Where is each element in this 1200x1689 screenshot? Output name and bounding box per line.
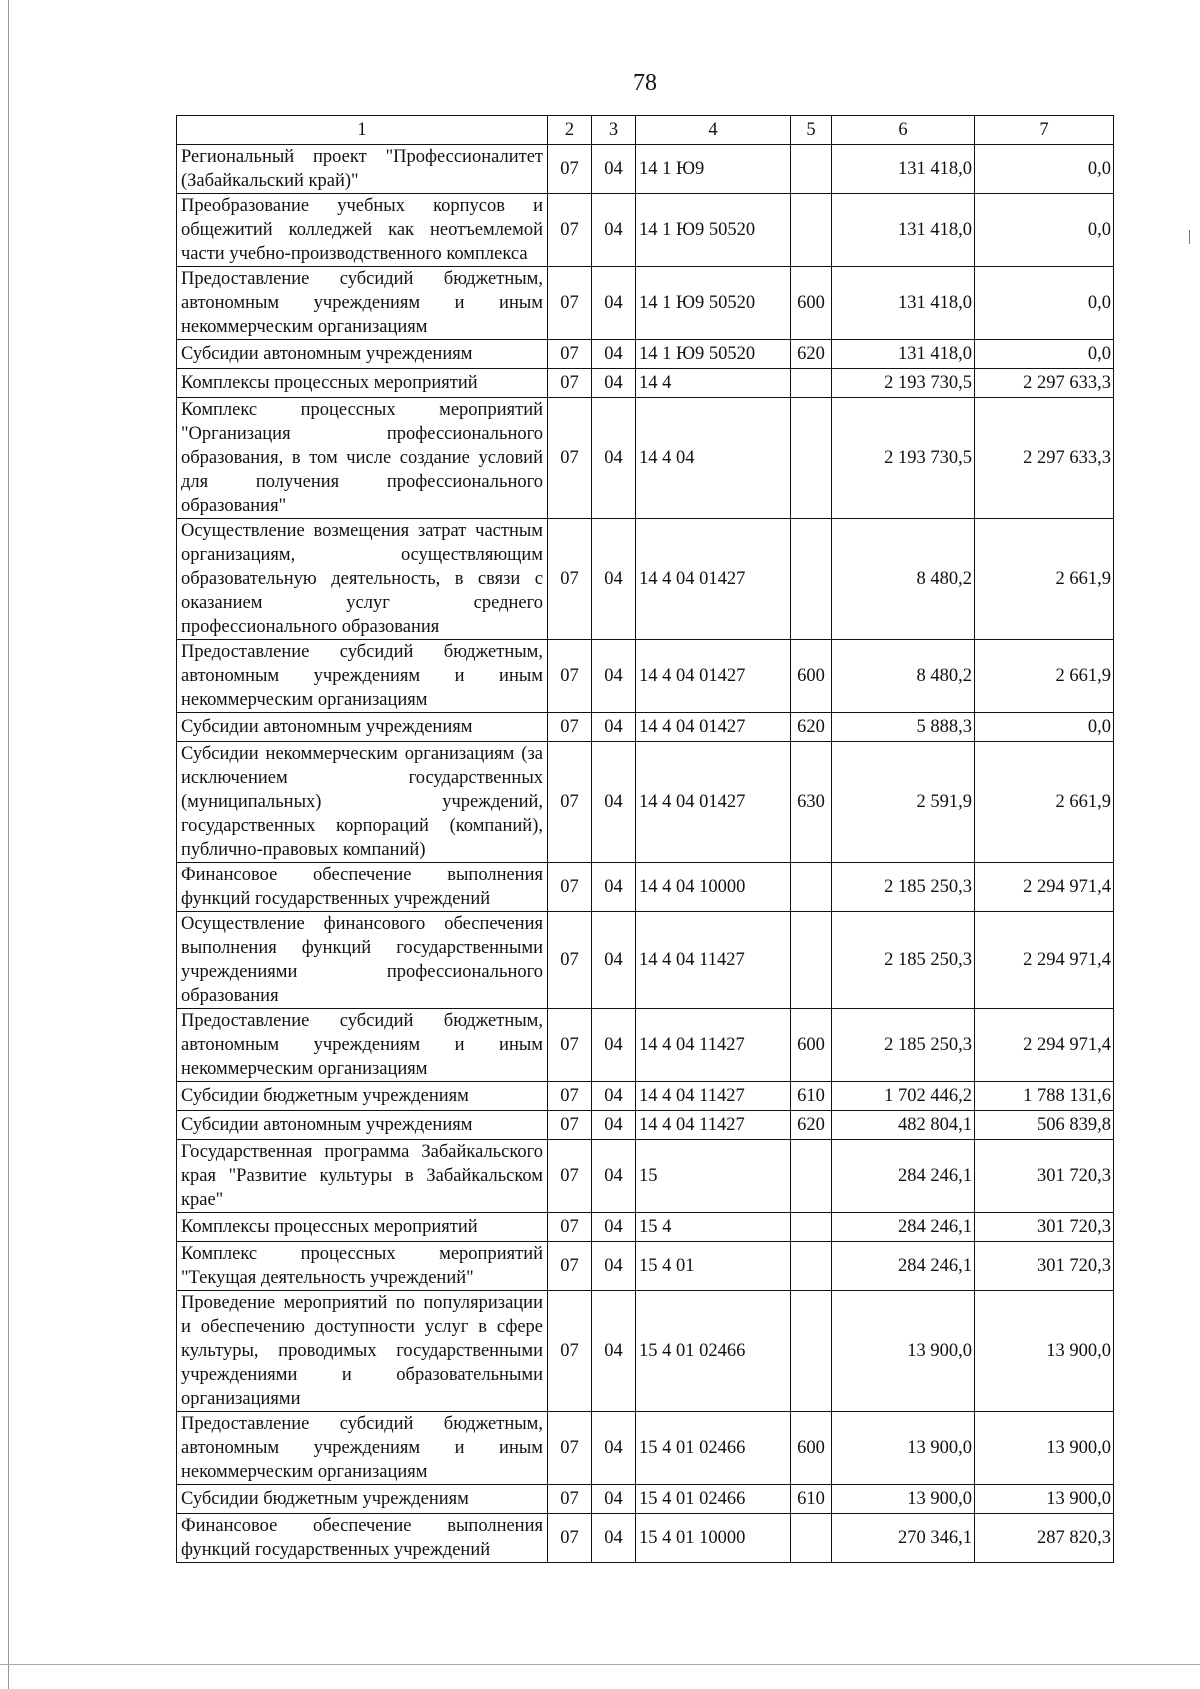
table-row [177,640,1114,713]
row-name-cell: Предоставление субсидий бюджетным, автономным учреждениям и иным некоммерческим организациям [177,1412,548,1485]
subsection-code-cell: 04 [592,1111,636,1140]
amount-col6-cell: 2 193 730,5 [832,398,975,519]
table-row [177,1082,1114,1111]
section-code-cell: 07 [548,1009,592,1082]
target-article-cell: 15 4 [636,1213,791,1242]
expense-type-cell: 610 [791,1485,832,1514]
target-article-cell: 14 4 04 01427 [636,640,791,713]
expense-type-cell [791,194,832,267]
table-row [177,398,1114,519]
amount-col7-cell: 13 900,0 [975,1485,1114,1514]
subsection-code-cell: 04 [592,1140,636,1213]
table-row [177,1213,1114,1242]
amount-col7-cell: 506 839,8 [975,1111,1114,1140]
target-article-cell: 14 1 Ю9 50520 [636,194,791,267]
section-code-cell: 07 [548,1291,592,1412]
section-code-cell: 07 [548,194,592,267]
target-article-cell: 14 4 04 [636,398,791,519]
amount-col6-cell: 13 900,0 [832,1291,975,1412]
expense-type-cell: 620 [791,340,832,369]
expense-type-cell [791,1291,832,1412]
subsection-code-cell: 04 [592,398,636,519]
row-name-cell: Финансовое обеспечение выполнения функций государственных учреждений [177,1514,548,1563]
section-code-cell: 07 [548,640,592,713]
table-row [177,1291,1114,1412]
table-row [177,1242,1114,1291]
expense-type-cell: 630 [791,742,832,863]
row-name-cell: Предоставление субсидий бюджетным, автономным учреждениям и иным некоммерческим организациям [177,267,548,340]
amount-col6-cell: 131 418,0 [832,145,975,194]
amount-col6-cell: 284 246,1 [832,1140,975,1213]
table-row [177,267,1114,340]
row-name-cell: Проведение мероприятий по популяризации и обеспечению доступности услуг в сфере культуры, проводимых государственными учреждениями и образовательными организациями [177,1291,548,1412]
table-row [177,340,1114,369]
amount-col7-cell: 13 900,0 [975,1412,1114,1485]
table-row [177,1111,1114,1140]
subsection-code-cell: 04 [592,863,636,912]
target-article-cell: 14 4 [636,369,791,398]
section-code-cell: 07 [548,369,592,398]
expense-type-cell: 610 [791,1082,832,1111]
row-name-cell: Преобразование учебных корпусов и общежитий колледжей как неотъемлемой части учебно-производственного комплекса [177,194,548,267]
expense-type-cell [791,369,832,398]
amount-col6-cell: 2 591,9 [832,742,975,863]
section-code-cell: 07 [548,1412,592,1485]
header-cell: 1 [177,116,548,145]
table-row [177,912,1114,1009]
expense-type-cell [791,1213,832,1242]
header-cell: 5 [791,116,832,145]
target-article-cell: 15 4 01 10000 [636,1514,791,1563]
amount-col7-cell: 301 720,3 [975,1213,1114,1242]
amount-col7-cell: 0,0 [975,145,1114,194]
target-article-cell: 15 [636,1140,791,1213]
table-row [177,1514,1114,1563]
amount-col6-cell: 8 480,2 [832,519,975,640]
row-name-cell: Осуществление возмещения затрат частным организациям, осуществляющим образовательную деятельность, в связи с оказанием услуг среднего профессионального образования [177,519,548,640]
amount-col7-cell: 0,0 [975,340,1114,369]
table-row [177,1140,1114,1213]
budget-table [176,115,1114,1563]
amount-col7-cell: 2 297 633,3 [975,398,1114,519]
amount-col6-cell: 131 418,0 [832,194,975,267]
section-code-cell: 07 [548,519,592,640]
subsection-code-cell: 04 [592,1291,636,1412]
table-row [177,369,1114,398]
subsection-code-cell: 04 [592,1213,636,1242]
subsection-code-cell: 04 [592,369,636,398]
amount-col6-cell: 2 185 250,3 [832,863,975,912]
amount-col6-cell: 2 185 250,3 [832,912,975,1009]
amount-col6-cell: 270 346,1 [832,1514,975,1563]
section-code-cell: 07 [548,1514,592,1563]
row-name-cell: Субсидии бюджетным учреждениям [177,1082,548,1111]
section-code-cell: 07 [548,1082,592,1111]
subsection-code-cell: 04 [592,1009,636,1082]
target-article-cell: 14 4 04 11427 [636,1111,791,1140]
target-article-cell: 14 4 04 11427 [636,912,791,1009]
amount-col7-cell: 2 297 633,3 [975,369,1114,398]
scan-edge-bottom [0,1664,1200,1665]
target-article-cell: 14 1 Ю9 50520 [636,340,791,369]
table-body [177,145,1114,1563]
header-cell: 6 [832,116,975,145]
subsection-code-cell: 04 [592,1514,636,1563]
amount-col6-cell: 2 193 730,5 [832,369,975,398]
amount-col7-cell: 2 294 971,4 [975,863,1114,912]
amount-col7-cell: 2 661,9 [975,640,1114,713]
expense-type-cell: 600 [791,640,832,713]
table-row [177,863,1114,912]
amount-col6-cell: 2 185 250,3 [832,1009,975,1082]
scan-edge-left [8,0,9,1689]
target-article-cell: 15 4 01 02466 [636,1485,791,1514]
expense-type-cell: 600 [791,1412,832,1485]
subsection-code-cell: 04 [592,713,636,742]
target-article-cell: 15 4 01 02466 [636,1412,791,1485]
target-article-cell: 14 4 04 10000 [636,863,791,912]
subsection-code-cell: 04 [592,194,636,267]
row-name-cell: Предоставление субсидий бюджетным, автономным учреждениям и иным некоммерческим организациям [177,640,548,713]
section-code-cell: 07 [548,145,592,194]
amount-col7-cell: 2 294 971,4 [975,912,1114,1009]
subsection-code-cell: 04 [592,519,636,640]
expense-type-cell [791,1242,832,1291]
amount-col7-cell: 2 661,9 [975,519,1114,640]
amount-col7-cell: 2 661,9 [975,742,1114,863]
subsection-code-cell: 04 [592,1412,636,1485]
amount-col6-cell: 1 702 446,2 [832,1082,975,1111]
scan-mark [1189,230,1190,244]
expense-type-cell [791,145,832,194]
expense-type-cell: 620 [791,713,832,742]
expense-type-cell [791,912,832,1009]
row-name-cell: Субсидии автономным учреждениям [177,340,548,369]
header-cell: 3 [592,116,636,145]
section-code-cell: 07 [548,1140,592,1213]
expense-type-cell: 600 [791,1009,832,1082]
header-row [177,116,1114,145]
row-name-cell: Комплекс процессных мероприятий "Текущая деятельность учреждений" [177,1242,548,1291]
row-name-cell: Комплекс процессных мероприятий "Организация профессионального образования, в том числе создание условий для получения профессионального образования" [177,398,548,519]
section-code-cell: 07 [548,912,592,1009]
amount-col7-cell: 301 720,3 [975,1242,1114,1291]
section-code-cell: 07 [548,1213,592,1242]
subsection-code-cell: 04 [592,1242,636,1291]
header-cell: 7 [975,116,1114,145]
amount-col6-cell: 131 418,0 [832,340,975,369]
subsection-code-cell: 04 [592,1485,636,1514]
target-article-cell: 14 4 04 01427 [636,713,791,742]
amount-col7-cell: 1 788 131,6 [975,1082,1114,1111]
amount-col6-cell: 13 900,0 [832,1412,975,1485]
subsection-code-cell: 04 [592,267,636,340]
row-name-cell: Комплексы процессных мероприятий [177,369,548,398]
expense-type-cell [791,519,832,640]
table-row [177,713,1114,742]
amount-col6-cell: 284 246,1 [832,1213,975,1242]
expense-type-cell [791,863,832,912]
header-cell: 4 [636,116,791,145]
expense-type-cell [791,1514,832,1563]
section-code-cell: 07 [548,863,592,912]
row-name-cell: Субсидии некоммерческим организациям (за исключением государственных (муниципальных) учреждений, государственных корпораций (компаний), публично-правовых компаний) [177,742,548,863]
section-code-cell: 07 [548,398,592,519]
target-article-cell: 14 1 Ю9 [636,145,791,194]
expense-type-cell [791,398,832,519]
table-row [177,742,1114,863]
table-row [177,1009,1114,1082]
subsection-code-cell: 04 [592,145,636,194]
row-name-cell: Государственная программа Забайкальского края "Развитие культуры в Забайкальском крае" [177,1140,548,1213]
section-code-cell: 07 [548,713,592,742]
subsection-code-cell: 04 [592,340,636,369]
row-name-cell: Субсидии автономным учреждениям [177,713,548,742]
table-row [177,145,1114,194]
row-name-cell: Финансовое обеспечение выполнения функций государственных учреждений [177,863,548,912]
row-name-cell: Предоставление субсидий бюджетным, автономным учреждениям и иным некоммерческим организациям [177,1009,548,1082]
amount-col6-cell: 482 804,1 [832,1111,975,1140]
section-code-cell: 07 [548,267,592,340]
amount-col6-cell: 5 888,3 [832,713,975,742]
table-row [177,1485,1114,1514]
target-article-cell: 15 4 01 02466 [636,1291,791,1412]
target-article-cell: 15 4 01 [636,1242,791,1291]
amount-col7-cell: 13 900,0 [975,1291,1114,1412]
amount-col6-cell: 284 246,1 [832,1242,975,1291]
amount-col7-cell: 301 720,3 [975,1140,1114,1213]
section-code-cell: 07 [548,340,592,369]
amount-col7-cell: 2 294 971,4 [975,1009,1114,1082]
amount-col7-cell: 287 820,3 [975,1514,1114,1563]
table-row [177,1412,1114,1485]
target-article-cell: 14 4 04 11427 [636,1009,791,1082]
amount-col6-cell: 131 418,0 [832,267,975,340]
amount-col7-cell: 0,0 [975,267,1114,340]
section-code-cell: 07 [548,1111,592,1140]
amount-col6-cell: 13 900,0 [832,1485,975,1514]
section-code-cell: 07 [548,1242,592,1291]
page-number: 78 [633,70,657,96]
section-code-cell: 07 [548,1485,592,1514]
subsection-code-cell: 04 [592,912,636,1009]
table-row [177,194,1114,267]
expense-type-cell: 620 [791,1111,832,1140]
subsection-code-cell: 04 [592,1082,636,1111]
amount-col6-cell: 8 480,2 [832,640,975,713]
amount-col7-cell: 0,0 [975,713,1114,742]
expense-type-cell: 600 [791,267,832,340]
target-article-cell: 14 4 04 01427 [636,519,791,640]
row-name-cell: Комплексы процессных мероприятий [177,1213,548,1242]
subsection-code-cell: 04 [592,742,636,863]
row-name-cell: Субсидии автономным учреждениям [177,1111,548,1140]
subsection-code-cell: 04 [592,640,636,713]
row-name-cell: Осуществление финансового обеспечения выполнения функций государственными учреждениями профессионального образования [177,912,548,1009]
header-cell: 2 [548,116,592,145]
row-name-cell: Региональный проект "Профессионалитет (Забайкальский край)" [177,145,548,194]
target-article-cell: 14 4 04 01427 [636,742,791,863]
expense-type-cell [791,1140,832,1213]
table-row [177,519,1114,640]
section-code-cell: 07 [548,742,592,863]
row-name-cell: Субсидии бюджетным учреждениям [177,1485,548,1514]
target-article-cell: 14 4 04 11427 [636,1082,791,1111]
amount-col7-cell: 0,0 [975,194,1114,267]
target-article-cell: 14 1 Ю9 50520 [636,267,791,340]
